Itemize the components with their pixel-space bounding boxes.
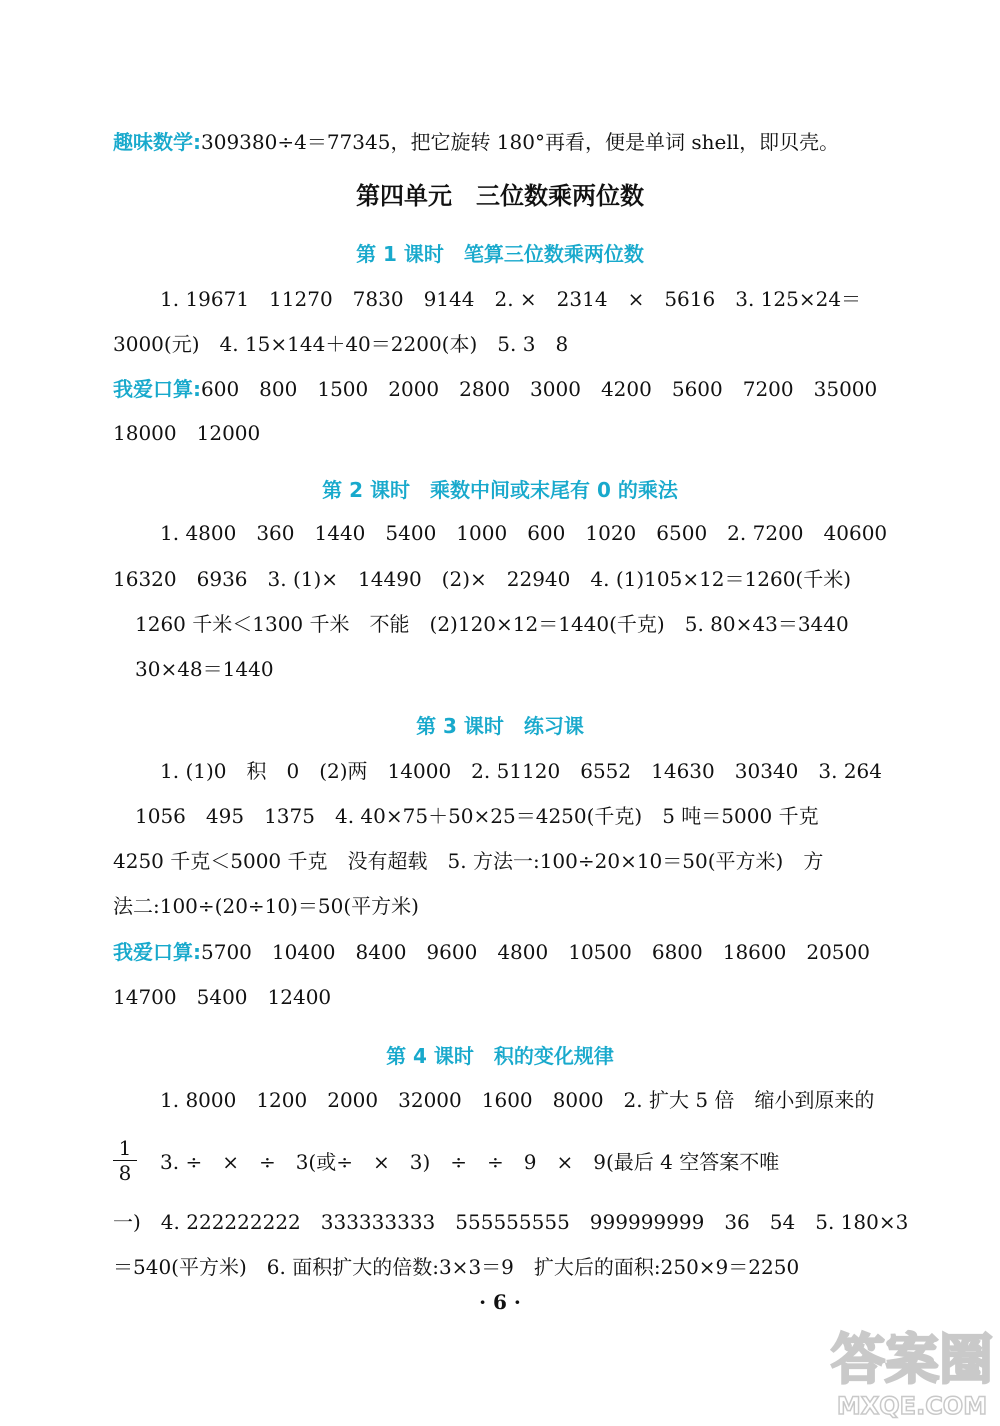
lesson3-title: 第 3 课时 练习课 [416, 714, 584, 738]
lesson3-line-3: 4250 千克＜5000 千克 没有超载 5. 方法一:100÷20×10＝50(平方米) 方 [113, 849, 824, 873]
lesson4-line-1: 1. 8000 1200 2000 32000 1600 8000 2. 扩大 5 倍 缩小到原来的 [160, 1088, 875, 1112]
lesson3-line-4: 法二:100÷(20÷10)＝50(平方米) [113, 894, 419, 918]
oral-values: 600 800 1500 2000 2800 3000 4200 5600 7200 35000 [201, 377, 878, 401]
unit-title: 第四单元 三位数乘两位数 [356, 182, 644, 210]
oral-label: 我爱口算: [113, 377, 201, 401]
lesson4-line-2: 3. ÷ × ÷ 3(或÷ × 3) ÷ ÷ 9 × 9(最后 4 空答案不唯 [160, 1150, 780, 1174]
lesson2-line-3: 1260 千米＜1300 千米 不能 (2)120×12＝1440(千克) 5. 80×43＝3440 [135, 612, 849, 636]
lesson4-line-3: 一) 4. 222222222 333333333 555555555 999999999 36 54 5. 180×3 [113, 1210, 909, 1234]
svg-text:MXQE.COM: MXQE.COM [836, 1392, 988, 1420]
lesson1-title: 第 1 课时 笔算三位数乘两位数 [356, 242, 644, 266]
lesson1-line-1: 1. 19671 11270 7830 9144 2. × 2314 × 5616 3. 125×24＝ [160, 287, 862, 311]
lesson4-title: 第 4 课时 积的变化规律 [386, 1044, 614, 1068]
fraction-one-eighth [113, 1136, 137, 1185]
lesson3-line-2: 1056 495 1375 4. 40×75＋50×25＝4250(千克) 5 吨＝5000 千克 [135, 804, 819, 828]
fraction-numerator: 1 [113, 1136, 137, 1161]
lesson3-line-1: 1. (1)0 积 0 (2)两 14000 2. 51120 6552 14630 30340 3. 264 [160, 759, 882, 783]
lesson2-line-4: 30×48＝1440 [135, 657, 274, 681]
svg-text:答案圈: 答案圈 [831, 1328, 993, 1391]
page-number: · 6 · [479, 1290, 521, 1314]
lesson2-title: 第 2 课时 乘数中间或末尾有 0 的乘法 [322, 478, 678, 502]
lesson2-line-2: 16320 6936 3. (1)× 14490 (2)× 22940 4. (1)105×12＝1260(千米) [113, 567, 852, 591]
lesson1-line-2: 3000(元) 4. 15×144＋40＝2200(本) 5. 3 8 [113, 332, 569, 356]
intro-line [113, 128, 839, 156]
lesson1-oral-line-2: 18000 12000 [113, 421, 261, 445]
lesson4-line-4: ＝540(平方米) 6. 面积扩大的倍数:3×3＝9 扩大后的面积:250×9＝2250 [113, 1255, 800, 1279]
intro-label: 趣味数学: [113, 130, 201, 154]
intro-text: 309380÷4＝77345，把它旋转 180°再看，便是单词 shell，即贝壳。 [201, 130, 840, 154]
fraction-denominator: 8 [118, 1161, 132, 1185]
lesson2-line-1: 1. 4800 360 1440 5400 1000 600 1020 6500 2. 7200 40600 [160, 521, 888, 545]
lesson1-oral-line-1 [113, 375, 877, 403]
watermark-logo [830, 1318, 995, 1422]
oral-values: 5700 10400 8400 9600 4800 10500 6800 18600 20500 [201, 940, 870, 964]
oral-label: 我爱口算: [113, 940, 201, 964]
lesson3-oral-line-1 [113, 938, 870, 966]
lesson3-oral-line-2: 14700 5400 12400 [113, 985, 332, 1009]
